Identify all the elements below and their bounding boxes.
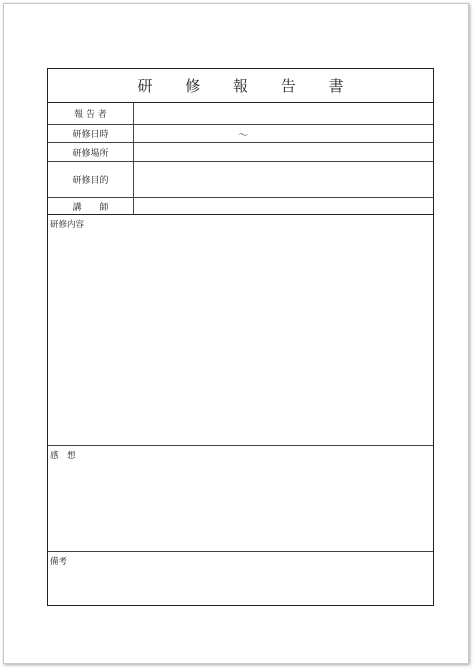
impressions-label: 感 想 — [50, 451, 76, 461]
training-location-field[interactable] — [134, 143, 433, 161]
reporter-label: 報 告 者 — [48, 103, 134, 124]
reporter-row — [48, 103, 433, 125]
training-datetime-field[interactable] — [134, 125, 433, 142]
training-location-row — [48, 143, 433, 162]
form-title: 研 修 報 告 書 — [48, 69, 433, 103]
instructor-row — [48, 198, 433, 215]
reporter-field[interactable] — [134, 103, 433, 124]
date-range-tilde: ～ — [238, 130, 248, 141]
instructor-field[interactable] — [134, 198, 433, 214]
instructor-label: 講 師 — [48, 198, 134, 214]
training-content-section[interactable] — [48, 215, 433, 446]
training-location-label: 研修場所 — [48, 143, 134, 161]
remarks-section[interactable] — [48, 552, 433, 604]
training-datetime-label: 研修日時 — [48, 125, 134, 142]
training-datetime-row — [48, 125, 433, 143]
training-purpose-label: 研修目的 — [48, 162, 134, 197]
training-report-form — [47, 68, 434, 606]
document-page — [3, 3, 469, 664]
training-content-label: 研修内容 — [50, 220, 85, 230]
remarks-label: 備考 — [50, 557, 68, 567]
training-purpose-row — [48, 162, 433, 198]
training-purpose-field[interactable] — [134, 162, 433, 197]
impressions-section[interactable] — [48, 446, 433, 552]
